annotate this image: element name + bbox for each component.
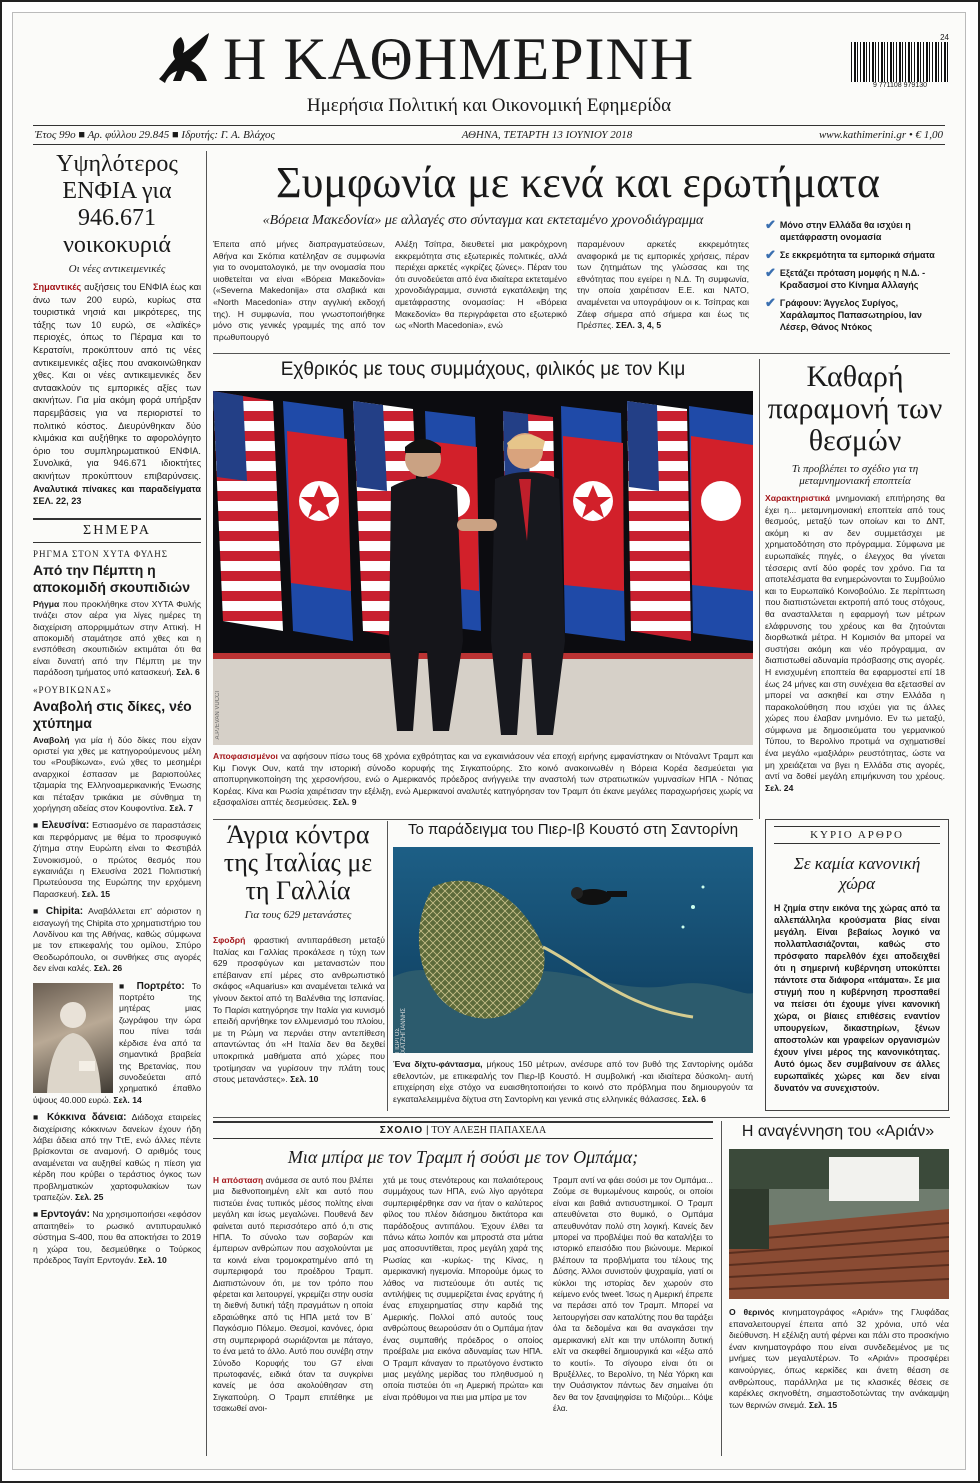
- issue-number: 24: [940, 33, 949, 42]
- today-title-1: Από την Πέμπτη η αποκομιδή σκουπιδιών: [33, 561, 190, 595]
- newspaper-front-page: [12, 12, 966, 1470]
- comment-column-2: χτά με τους στενότερους και παλαιότερους συμμάχους των ΗΠΑ, ενώ λίγο αργότερα συμπεριφέρθηκε σαν να ήταν ο καλύτερος φίλος του πλέον διάσημου δικτάτορα και παράδοξους αντιπάλου. Έχουν έλθει τα πάνω κάτω λοιπόν και μπροστά στα μάτια μας αποσυντίθεται, προς μεγάλη χαρά της Ρωσίας και -κυρίως- της Κίνας, η αμερικανική ηγεμονία. Μπορούμε όμως το λάθος να πιστεύουμε ότι αυτές τις αντιλήψεις τις συμμερίζεται ένας εργάτης ή ένας επιχειρηματίας στην καρδιά της Αμερικής. Πολλοί από αυτούς τους ανθρώπους θεωρούσαν ότι ο Ομπάμα ήταν ένας συμπαθής πρόεδρος ο οποίος προέβαλε μια εικόνα αδυναμίας των ΗΠΑ. Ο Τραμπ κάναγαν το πρωτόγονο ένστικτο μιας μεγάλης μερίδας του πληθυσμού η οποία πιστεύει ότι «η Αμερική πρώτα» και είναι πρόθυμοι να πιει μια μπίρα με τον: [383, 1175, 543, 1402]
- lead-bullet: ✔ Μόνο στην Ελλάδα θα ισχύει η αμετάφραστη ονομασία: [765, 217, 911, 242]
- summit-photo-credit: A.P./EVAN VUCCI: [215, 691, 221, 740]
- today-body-1: Ρήγμα που προκλήθηκε στον ΧΥΤΑ Φυλής τινάζει στον αέρα για λίγες ημέρες τη διαχείριση απορριμμάτων στην Αττική. Η αποκομιδή σταμάτησε από χθες και η ενσπόθεση σκουπιδιών εκτιμάται ότι θα είναι δυνατή από την Πέμπτη με την παράδοση τμήματος υπό κατασκευή. Σελ. 6: [33, 598, 201, 678]
- today-item-eleusis: ■ Ελευσίνα: Εστιασμένο σε παραστάσεις και περφόρμανς με θέμα το προσφυγικό ζήτημα στην Ευρώπη είναι το Φεστιβάλ Συνοικισμού, ο πρώτος θεσμός που εγκαινιάζει η Ελευσίνα 2021 Πολιτιστική Πρωτεύουσα της Ευρώπης την ερχόμενη Παρασκευή. Σελ. 15: [33, 820, 201, 899]
- italy-body: Σφοδρή φραστική αντιπαράθεση μεταξύ Ιταλίας και Γαλλίας προκάλεσε η τύχη των 629 προσφύγων και μεταναστών που επέβαιναν επί μέρες στο ανθρωπιστικό σκάφος «Aquarius» και αναμένεται τελικά να γίνουν δεκτοί από τη Βαλένθια της Ισπανίας. Το Παρίσι κατηγόρησε την Ιταλία για κυνισμό επειδή αρνήθηκε τον ελλιμενισμό του πλοίου, με τη Ρώμη να περνάει στην αντεπίθεση απαντώντας ότι «Η Ιταλία δεν θα δεχθεί υποκριτικά μαθήματα από χώρες που τροτίμησαν να γυρίσουν την πλάτη τους στους μετανάστες». Σελ. 10: [213, 935, 385, 1085]
- check-icon: ✔: [765, 265, 776, 280]
- italy-subtitle: Για τους 629 μετανάστες: [244, 909, 352, 921]
- editorial-header: ΚΥΡΙΟ ΑΡΘΡΟ: [774, 826, 940, 844]
- summit-caption: Αποφασισμένοι να αφήσουν πίσω τους 68 χρόνια εχθρότητας και να εγκαινιάσουν νέα εποχή ειρήνης εμφανίστηκαν οι Ντόναλντ Τραμπ και Κιμ Γιονγκ Ουν, κατά την ιστορική σύνοδο κορυφής της Σιγκαπούρης. Στο κοινό ανακοινωθέν η Βόρεια Κορέα δεσμεύεται για αποπυρηνικοποίηση της χερσονήσου, ενώ ο Αμερικανός πρόεδρος ανήγγειλε την αναστολή των στρατιωτικών γυμνασίων ΗΠΑ - Νότιας Κορέας. Κίνα και Ρωσία χαιρέτισαν την εξέλιξη, ενώ Αμερικανοί αναλυτές κατηγόρησαν τον Τραμπ ότι έκανε μεγάλες παραχωρήσεις χωρίς να εξασφαλίσει απτές δεσμεύσεις. Σελ. 9: [213, 751, 754, 808]
- lead-bullet: ✔ Γράφουν: Άγγελος Συρίγος, Χαράλαμπος Παπασωτηρίου, Ιαν Λέσερ, Θάνος Ντόκος: [765, 295, 922, 332]
- arian-headline: Η αναγέννηση του «Αριάν»: [741, 1123, 935, 1140]
- institutions-subtitle: Τι προβλέπει το σχέδιο για τη μεταμνημονιακή εποπτεία: [791, 463, 919, 487]
- comment-header: ΣΧΟΛΙΟ | ΤΟΥ ΑΛΕΞΗ ΠΑΠΑΧΕΛΑ: [213, 1121, 713, 1139]
- enfia-headline: Υψηλότερος ΕΝΦΙΑ για 946.671 νοικοκυριά: [56, 151, 178, 258]
- check-icon: ✔: [765, 247, 776, 262]
- lead-column-1: Έπειτα από μήνες διαπραγματεύσεων, Αθήνα και Σκόπια κατέληξαν σε συμφωνία για το ονοματολογικό, με την ονομασία που υιοθετείται να είναι «Βόρεια Μακεδονία» («Severna Makedonija» στα σλαβικά και «North Macedonia» στην αγγλική εκδοχή της). Η συμφωνία, που γνωστοποιήθηκε μόνο στις γενικές γραμμές της από τον πρωθυπουργό: [213, 239, 385, 342]
- sphinx-logo-icon: [151, 29, 217, 91]
- institutions-headline: Καθαρή παραμονή των θεσμών: [767, 360, 943, 457]
- editorial-body: Η ζημία στην εικόνα της χώρας από τα αλλεπάλληλα κρούσματα βίας είναι μεγάλη. Είναι βεβαίως λογικό να πολλαπλασιάζονται, καθώς στο πρόσφατο παρελθόν έχει αποδειχθεί ότι η σημερινή κυβέρνηση υποκύπτει πάντοτε στα διάφορα «ιτάματα». Σε μια στιγμή που η κυβέρνηση προσπαθεί να πείσει ότι έχουμε γίνει κανονική χώρα, οι βίαιες επιθέσεις εναντίον υπουργείων, δικαστηρίων, ξένων αποστολών και γραφείων οργανισμών έχουν γίνει μέρος της κανονικότητας. Αυτό όμως δεν συμβαίνουν σε άλλες ευρωπαϊκές χώρες και δεν είναι δυνατόν να συνεχιστούν.: [774, 903, 940, 1093]
- masthead-subtitle: Ημερήσια Πολιτική και Οικονομική Εφημερίδα: [306, 95, 672, 116]
- enfia-body: Σημαντικές αυξήσεις του ΕΝΦΙΑ έως και άνω των 200 ευρώ, κυρίως στα τουριστικά νησιά και μικρότερες, της τάξης των 10 ευρώ, σε «λαϊκές» περιοχές, όπως το Πέραμα και το Κερατσίνι, προκύπτουν από τις νέες αντικειμενικές αξίες που ανακοινώθηκαν χθες. Και οι νέες αντικειμενικές δεν ανταακλούν τις εμπορικές αξίες των ακινήτων. Για μία ακόμη φορά υπήρξαν παρεμβάσεις για να περιοριστεί το πολιτικό κόστος. Διευρύνθηκαν δύο κλιμάκια και αυξήθηκε το αφορολόγητο όριο του συμπληρωματικού ΕΝΦΙΑ. Συνολικά, για 946.671 ιδιοκτήτες ακινήτων προκύπτουν επιβαρύνσεις. Αναλυτικά πίνακες και παραδείγματα ΣΕΛ. 22, 23: [33, 282, 201, 507]
- institutions-body: Χαρακτηριστικά μνημονιακή επιτήρησης θα έχει η... μεταμνημονιακή εποπτεία από τους θεσμούς, μεταξύ των οποίων και το ΔΝΤ, ακόμη κι αν δεν συμμετάσχει με χρηματοδότηση στο πρόγραμμα. Σύμφωνα με ευρωπαϊκές πηγές, ο έλεγχος θα γίνεται τέσσερις αντί δύο φορές τον χρόνο. Για τα αποτελέσματα θα ενημερώνονται το Συμβούλιο και το Ευρωπαϊκό Κοινοβούλιο. Σε περίπτωση που διαπιστώνεται εκτροπή από τους στόχους, θα ανασταλλεται η εφαρμογή των μέτρων ελάφρυνσης του χρέους και θα ζητούνται διορθωτικά μέτρα. Η Κομισιόν θα μπορεί να συστήσει ακόμη και νέο πρόγραμμα, αν διαπιστωθεί αδυναμία πρόσβασης στις αγορές. Η ενισχυμένη εποπτεία θα εφαρμοστεί επί 18 έως 24 μήνες και στη συνέχεια θα εξετασθεί αν μπορεί να ασκηθεί και στην Ελλάδα η παρακολούθηση που ισχύει για τις άλλες χώρες που έλαβαν μνημόνιο. Εν τω μεταξύ, σύμφωνα με δημοσιεύματα του γερμανικού Τύπου, το Βερολίνο προτιμά να σχηματισθεί ένα μεγάλο «μαξιλάρι» ρευστότητας, ώστε να μη χρειάζεται να βγει η Ελλάδα στις αγορές, αντί να δοθεί μεγάλη επιμήκυνση του χρέους. Σελ. 24: [765, 493, 945, 793]
- lead-column-2: Αλέξη Τσίπρα, διευθετεί μια μακρόχρονη εκκρεμότητα στις εξωτερικές πολιτικές, αλλά περιέχει αρκετές «γκρίζες ζώνες». Πέραν του ότι συνοδεύεται από ένα ιδιαίτερα εκτεταμένο χρονοδιάγραμμα, συνιστά εγκατάλειψη της αμετάφραστης ονομασίας: Η «Βόρεια Μακεδονία» θα περιγράφεται στο εξωτερικό ως «North Macedonia», ενώ: [395, 239, 567, 331]
- barcode-digits: 9 771108 979130: [873, 82, 927, 89]
- enfia-subtitle: Οι νέες αντικειμενικές: [68, 263, 166, 275]
- today-body-2: Αναβολή για μία ή δύο δίκες που είχαν οριστεί για χθες με κατηγορούμενους μέλη του «Ρουβίκωνα», ενώ χθες το μεσημέρι αναρχικοί έσπασαν με βαριοπούλες τζαμαρία της Ελληνοαμερικανικής Ένωσης και πέταξαν τρικάκια με σύνθημα τη χορήγηση αδείας στον Κουφοντίνα. Σελ. 7: [33, 734, 202, 813]
- issue-info-left: Έτος 99ο ■ Αρ. φύλλου 29.845 ■ Ιδρυτής: Γ. Α. Βλάχος: [35, 129, 275, 141]
- today-item-erdogan: ■ Ερντογάν: Να χρησιμοποιήσει «εφόσον απαιτηθεί» το ρωσικό αντιπυραυλικό σύστημα S-400, που θα αποκτήσει το 2019 η χώρα του, δεσμεύθηκε ο Τούρκος πρόεδρος Ταγίπ Ερντογάν. Σελ. 10: [33, 1209, 201, 1265]
- issue-info-bar: [33, 125, 945, 145]
- comment-headline: Μια μπίρα με τον Τραμπ ή σούσι με τον Ομπάμα;: [287, 1147, 639, 1167]
- left-column: [33, 151, 201, 1266]
- arian-body: Ο θερινός κινηματογράφος «Αριάν» της Γλυφάδας επαναλειτουργεί έπειτα από 32 χρόνια, υπό νέα διεύθυνση. Η εξέλιξη αυτή φέρνει και πάλι στο προσκήνιο έναν κινηματογράφο που είναι συνδεδεμένος με τις μνήμες των μεγαλυτέρων. Το «Αριάν» προσφέρει καινούργιες, όπως κερκίδες και άνετη θέαση σε ανθρώπους, παράλληλα με τις κλασικές θέσεις σε καρέκλες σκηνοθέτη, σημαστοδοτώντας την ανάκαμψη των θερινών σινεμά. Σελ. 15: [729, 1307, 950, 1410]
- comment-author: ΤΟΥ ΑΛΕΞΗ ΠΑΠΑΧΕΛΑ: [431, 1125, 547, 1136]
- website-price: www.kathimerini.gr • € 1,00: [818, 129, 943, 141]
- check-icon: ✔: [765, 295, 776, 310]
- lead-bullet: ✔ Σε εκκρεμότητα τα εμπορικά σήματα: [765, 247, 935, 262]
- portrait-painting-image: [33, 983, 113, 1093]
- comment-label: ΣΧΟΛΙΟ: [379, 1125, 424, 1136]
- cousteau-caption: Ένα δίχτυ-φάντασμα, μήκους 150 μέτρων, ανέσυρε από τον βυθό της Σαντορίνης ομάδα εθελοντών, με επικεφαλής τον Πιερ-Ιβ Κουστό. Η συμβολική -και ιδιαίτερα δύσκολη- αυτή επιχείρηση είχε στόχο να ευαισθητοποιήσει το κοινό στο πρόβλημα που δημιουργούν τα εγκαταλελειμμένα δίχτυα στη Σαντορίνη και γενικά στις ελληνικές θάλασσες. Σελ. 6: [393, 1059, 753, 1104]
- editorial-box: [765, 819, 949, 1111]
- today-kicker-1: ΡΗΓΜΑ ΣΤΟΝ ΧΥΤΑ ΦΥΛΗΣ: [33, 548, 169, 559]
- lead-bullet: ✔ Εξετάζει πρόταση μομφής η Ν.Δ. - Κραδασμοί στο Κίνημα Αλλαγής: [765, 265, 926, 290]
- today-item-loans: ■ Κόκκινα δάνεια: Διάδοχα εταιρείες διαχείρισης κόκκινων δανείων έχουν ήδη λάβει άδεια από την ΤτΕ, ενώ άλλες πέντε βρίσκονται σε αναμονή. Ο αριθμός τους αναμένεται να αυξηθεί καθώς η πίεση για κέρδη που κρύβει ο τεράστιος όγκος των προβληματικών χαρτοφυλακίων των τραπεζών. Σελ. 25: [33, 1112, 201, 1202]
- masthead-title: Η ΚΑΘΗΜΕΡΙΝΗ: [223, 26, 695, 92]
- summit-headline: Εχθρικός με τους συμμάχους, φιλικός με τον Κιμ: [280, 359, 686, 380]
- barcode: [851, 33, 949, 93]
- issue-date: ΑΘΗΝΑ, ΤΕΤΑΡΤΗ 13 ΙΟΥΝΙΟΥ 2018: [461, 129, 633, 141]
- lead-subtitle: «Βόρεια Μακεδονία» με αλλαγές στο σύνταγμα και εκτεταμένο χρονοδιάγραμμα: [262, 213, 704, 228]
- lead-bullets: [765, 219, 945, 339]
- comment-column-3: Τραμπ αντί να φάει σούσι με τον Ομπάμα... Ζούμε σε θυμωμένους καιρούς, οι οποίοι είναι και βαθιά αντισυστημικοί. Ο Τραμπ απευθύνεται στο θυμικό, ο Ομπάμα απευθυνόταν πολύ στη λογική. Κανείς δεν μπορεί να προβλέψει πού θα καταλήξει το ιστορικό επεισόδιο που βιώνουμε. Μερικοί βλέπουν τα προβλήματα του τέλους της Δύσης. Άλλοι συνιστούν ψυχραιμία, γιατί οι κύκλοι της ιστορίας δεν χωρούν στο κείμενο ενός tweet. Ίσως η Αμερική έπρεπε να περάσει από τον Τραμπ. Μπορεί να λειτουργήσει σαν καταλύτης που θα ταράξει όλα τα δεδομένα και θα αναγκάσει την αμερικανική ελίτ και την υπόλοιπη δυτική ελίτ να σκεφθεί δημιουργικά και «έξω από το κουτί». Το σίγουρο είναι ότι οι Βρυξέλλες, το Βερολίνο, τη Νέα Υόρκη και την Ουάσιγκτον πάντως δεν σημαίνει ότι δεν θα τον ξαναψηφίσει το Μιζούρι... Κόψε έλα.: [553, 1175, 713, 1414]
- lead-headline: Συμφωνία με κενά και ερωτήματα: [276, 158, 880, 207]
- today-header: ΣΗΜΕΡΑ: [33, 518, 201, 543]
- today-item-portrait: ■ Πορτρέτο: Το πορτρέτο της μητέρας μιας ζωγράφου την ώρα που πίνει τσάι κέρδισε ένα από τα σημαντικά βραβεία της Βρετανίας, που συνοδεύεται από χρηματικό έπαθλο ύψους 40.000 ευρώ. Σελ. 14: [33, 980, 201, 1105]
- today-item-chipita: ■ Chipita: Αναβάλλεται επ' αόριστον η εισαγωγή της Chipita στο χρηματιστήριο του Λονδίνου και της Αθήνας, καθώς σύμφωνα με τον επικεφαλής του ομίλου, Σπύρο Θεοδωρόπουλο, οι συνθήκες στις αγορές δεν είναι καλές. Σελ. 26: [33, 906, 201, 974]
- check-icon: ✔: [765, 217, 776, 232]
- arian-cinema-photo: [729, 1149, 949, 1299]
- editorial-headline: Σε καμία κανονική χώρα: [793, 854, 921, 893]
- today-kicker-2: «ΡΟΥΒΙΚΩΝΑΣ»: [33, 684, 112, 695]
- trump-kim-handshake-photo: [213, 391, 753, 745]
- cousteau-headline: Το παράδειγμα του Πιερ-Ιβ Κουστό στη Σαντορίνη: [407, 821, 739, 838]
- italy-headline: Άγρια κόντρα της Ιταλίας με τη Γαλλία: [223, 820, 373, 905]
- lead-column-3: παραμένουν αρκετές εκκρεμότητες αναφορικά με τις εμπορικές χρήσεις, πέραν των ζητημάτων της γλώσσας και της εθνότητας που εγείρει η Ν.Δ. Τη συμφωνία, την οποία χαιρέτισαν Ε.Ε. και ΝΑΤΟ, αναμένεται να υπογράψουν οι κ. Τσίπρας και Ζάεφ σήμερα από σήμερα και έως τις Πρέσπες. ΣΕΛ. 3, 4, 5: [577, 239, 749, 331]
- ghost-net-diver-photo: [393, 847, 753, 1053]
- today-title-2: Αναβολή στις δίκες, νέο χτύπημα: [33, 697, 192, 731]
- cousteau-photo-credit: ΓΙΩΡΓΟΣ ΧΑΤΖΗΓΙΑΝΝΗΣ: [395, 1008, 407, 1053]
- comment-column-1: Η απόσταση ανάμεσα σε αυτό που βλέπει μια διεθνοποιημένη ελίτ και αυτό που πιστεύει ένας τυπικός μέσος πολίτης είναι μεγάλη και ίσως μεγαλώνει. Πουθενά δεν φαίνεται αυτό περισσότερο από ό,τι στις ΗΠΑ. Το σύνολο των σοβαρών και έμπειρων ανθρώπων που ασχολούνται με τα κοινά είναι τρομοκρατημένο από τη συμπεριφορά του προέδρου Τραμπ. Διαπιστώνουν ότι, με τον τρόπο που φέρεται και λειτουργεί, γκρεμίζει στην ουσία τη διεθνή δυτική τάξη πραγμάτων η οποία εδραιώθηκε από τις ΗΠΑ μετά τον Β΄ Παγκόσμιο Πόλεμο. Θεσμοί, κανόνες, όρια στη συμπεριφορά σωριάζονται με πάταγο, το ένα μετά το άλλο. Αυτό που συνέβη στην Σύνοδο Κορυφής του G7 είναι πρωτοφανές, ειδικά όταν τα συγκρίνει κανείς με όσα ακολούθησαν στη Σιγκαπούρη. Ο Τραμπ επιτέθηκε με τσακωθεί ανοι-: [213, 1175, 373, 1414]
